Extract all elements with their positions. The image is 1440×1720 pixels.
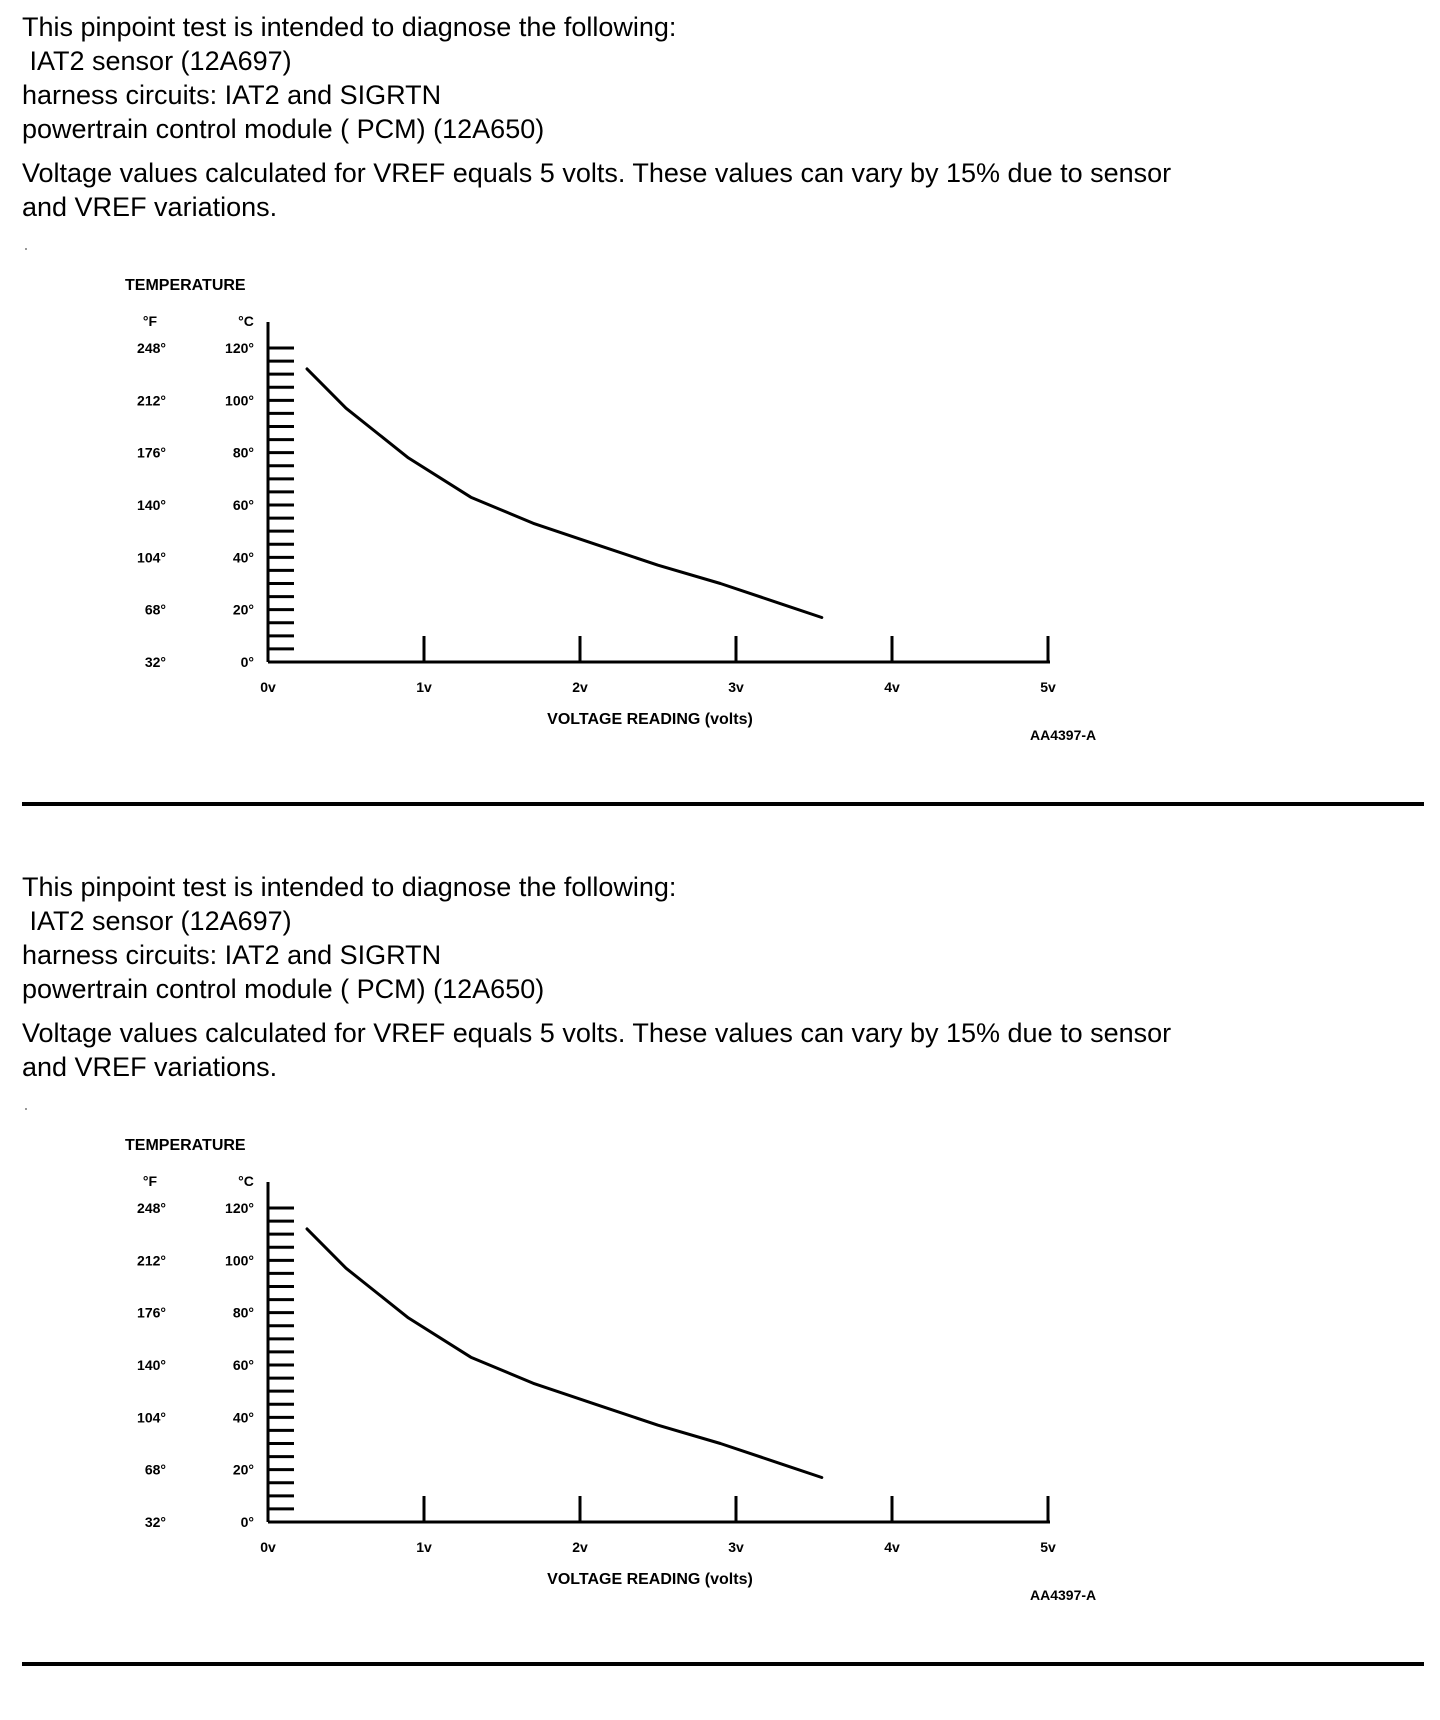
x-tick-label: 2v [572,679,588,695]
y-tick-label-fahrenheit: 140° [137,1357,166,1373]
y-tick-label-celsius: 40° [232,549,254,566]
x-tick-label: 2v [572,1539,588,1555]
y-tick-label-fahrenheit: 212° [137,1252,166,1269]
x-tick-label: 5v [1040,1539,1056,1555]
temperature-curve-series-0 [307,369,822,618]
item-pcm: powertrain control module ( PCM) (12A650) [22,114,545,144]
y-axis-title: TEMPERATURE [125,1137,246,1154]
x-tick-label: 3v [728,679,744,695]
pinpoint-text [22,870,1171,1084]
fahrenheit-unit: °F [142,313,158,329]
pinpoint-text [22,10,1171,224]
y-tick-label-fahrenheit: 32° [144,1514,166,1530]
intro-text: This pinpoint test is intended to diagnose the following: [22,12,677,42]
y-tick-label-celsius: 120° [225,1200,254,1216]
figure-code: AA4397-A [1030,1587,1097,1603]
x-tick-label: 4v [884,679,900,695]
y-tick-label-celsius: 20° [232,1461,254,1478]
y-tick-label-celsius: 80° [232,1304,254,1321]
x-tick-label: 0v [260,679,276,695]
y-tick-label-fahrenheit: 68° [144,1461,166,1478]
figure-code: AA4397-A [1030,727,1097,743]
section-divider [22,1662,1424,1666]
y-tick-label-celsius: 60° [232,497,254,513]
item-sensor: IAT2 sensor (12A697) [22,906,292,936]
scan-speck [25,248,27,250]
y-tick-label-fahrenheit: 248° [137,1200,166,1216]
item-harness: harness circuits: IAT2 and SIGRTN [22,80,442,110]
y-tick-label-celsius: 80° [232,444,254,461]
y-tick-label-celsius: 0° [240,654,254,670]
pinpoint-block-2 [0,860,1440,1720]
y-tick-label-fahrenheit: 176° [137,1304,166,1321]
note-line-1: Voltage values calculated for VREF equals 5 volts. These values can vary by 15% due to sensor [22,1018,1172,1048]
note-line-2: and VREF variations. [22,1052,278,1082]
item-sensor: IAT2 sensor (12A697) [22,46,292,76]
celsius-unit: °C [238,1173,254,1189]
y-tick-label-fahrenheit: 104° [137,1409,166,1426]
x-tick-label: 5v [1040,679,1056,695]
y-tick-label-celsius: 120° [225,340,254,356]
x-axis-title: VOLTAGE READING (volts) [547,1571,753,1588]
x-tick-label: 1v [416,679,432,695]
y-tick-label-fahrenheit: 176° [137,444,166,461]
y-axis-title: TEMPERATURE [125,277,246,294]
y-tick-label-celsius: 40° [232,1409,254,1426]
temperature-voltage-chart [0,1120,1440,1640]
temperature-curve-series-0 [307,1229,822,1478]
item-pcm: powertrain control module ( PCM) (12A650) [22,974,545,1004]
intro-text: This pinpoint test is intended to diagnose the following: [22,872,677,902]
y-tick-label-celsius: 20° [232,601,254,618]
y-tick-label-fahrenheit: 248° [137,340,166,356]
x-tick-label: 4v [884,1539,900,1555]
y-tick-label-celsius: 100° [225,392,254,409]
item-harness: harness circuits: IAT2 and SIGRTN [22,940,442,970]
y-tick-label-fahrenheit: 68° [144,601,166,618]
section-divider [22,802,1424,806]
y-tick-label-fahrenheit: 212° [137,392,166,409]
y-tick-label-fahrenheit: 140° [137,497,166,513]
y-tick-label-celsius: 60° [232,1357,254,1373]
y-tick-label-celsius: 100° [225,1252,254,1269]
y-tick-label-fahrenheit: 104° [137,549,166,566]
note-line-2: and VREF variations. [22,192,278,222]
y-tick-label-celsius: 0° [240,1514,254,1530]
x-tick-label: 3v [728,1539,744,1555]
fahrenheit-unit: °F [142,1173,158,1189]
x-tick-label: 0v [260,1539,276,1555]
x-tick-label: 1v [416,1539,432,1555]
celsius-unit: °C [238,313,254,329]
note-line-1: Voltage values calculated for VREF equals 5 volts. These values can vary by 15% due to sensor [22,158,1172,188]
scan-speck [25,1108,27,1110]
x-axis-title: VOLTAGE READING (volts) [547,711,753,728]
y-tick-label-fahrenheit: 32° [144,654,166,670]
temperature-voltage-chart [0,260,1440,780]
